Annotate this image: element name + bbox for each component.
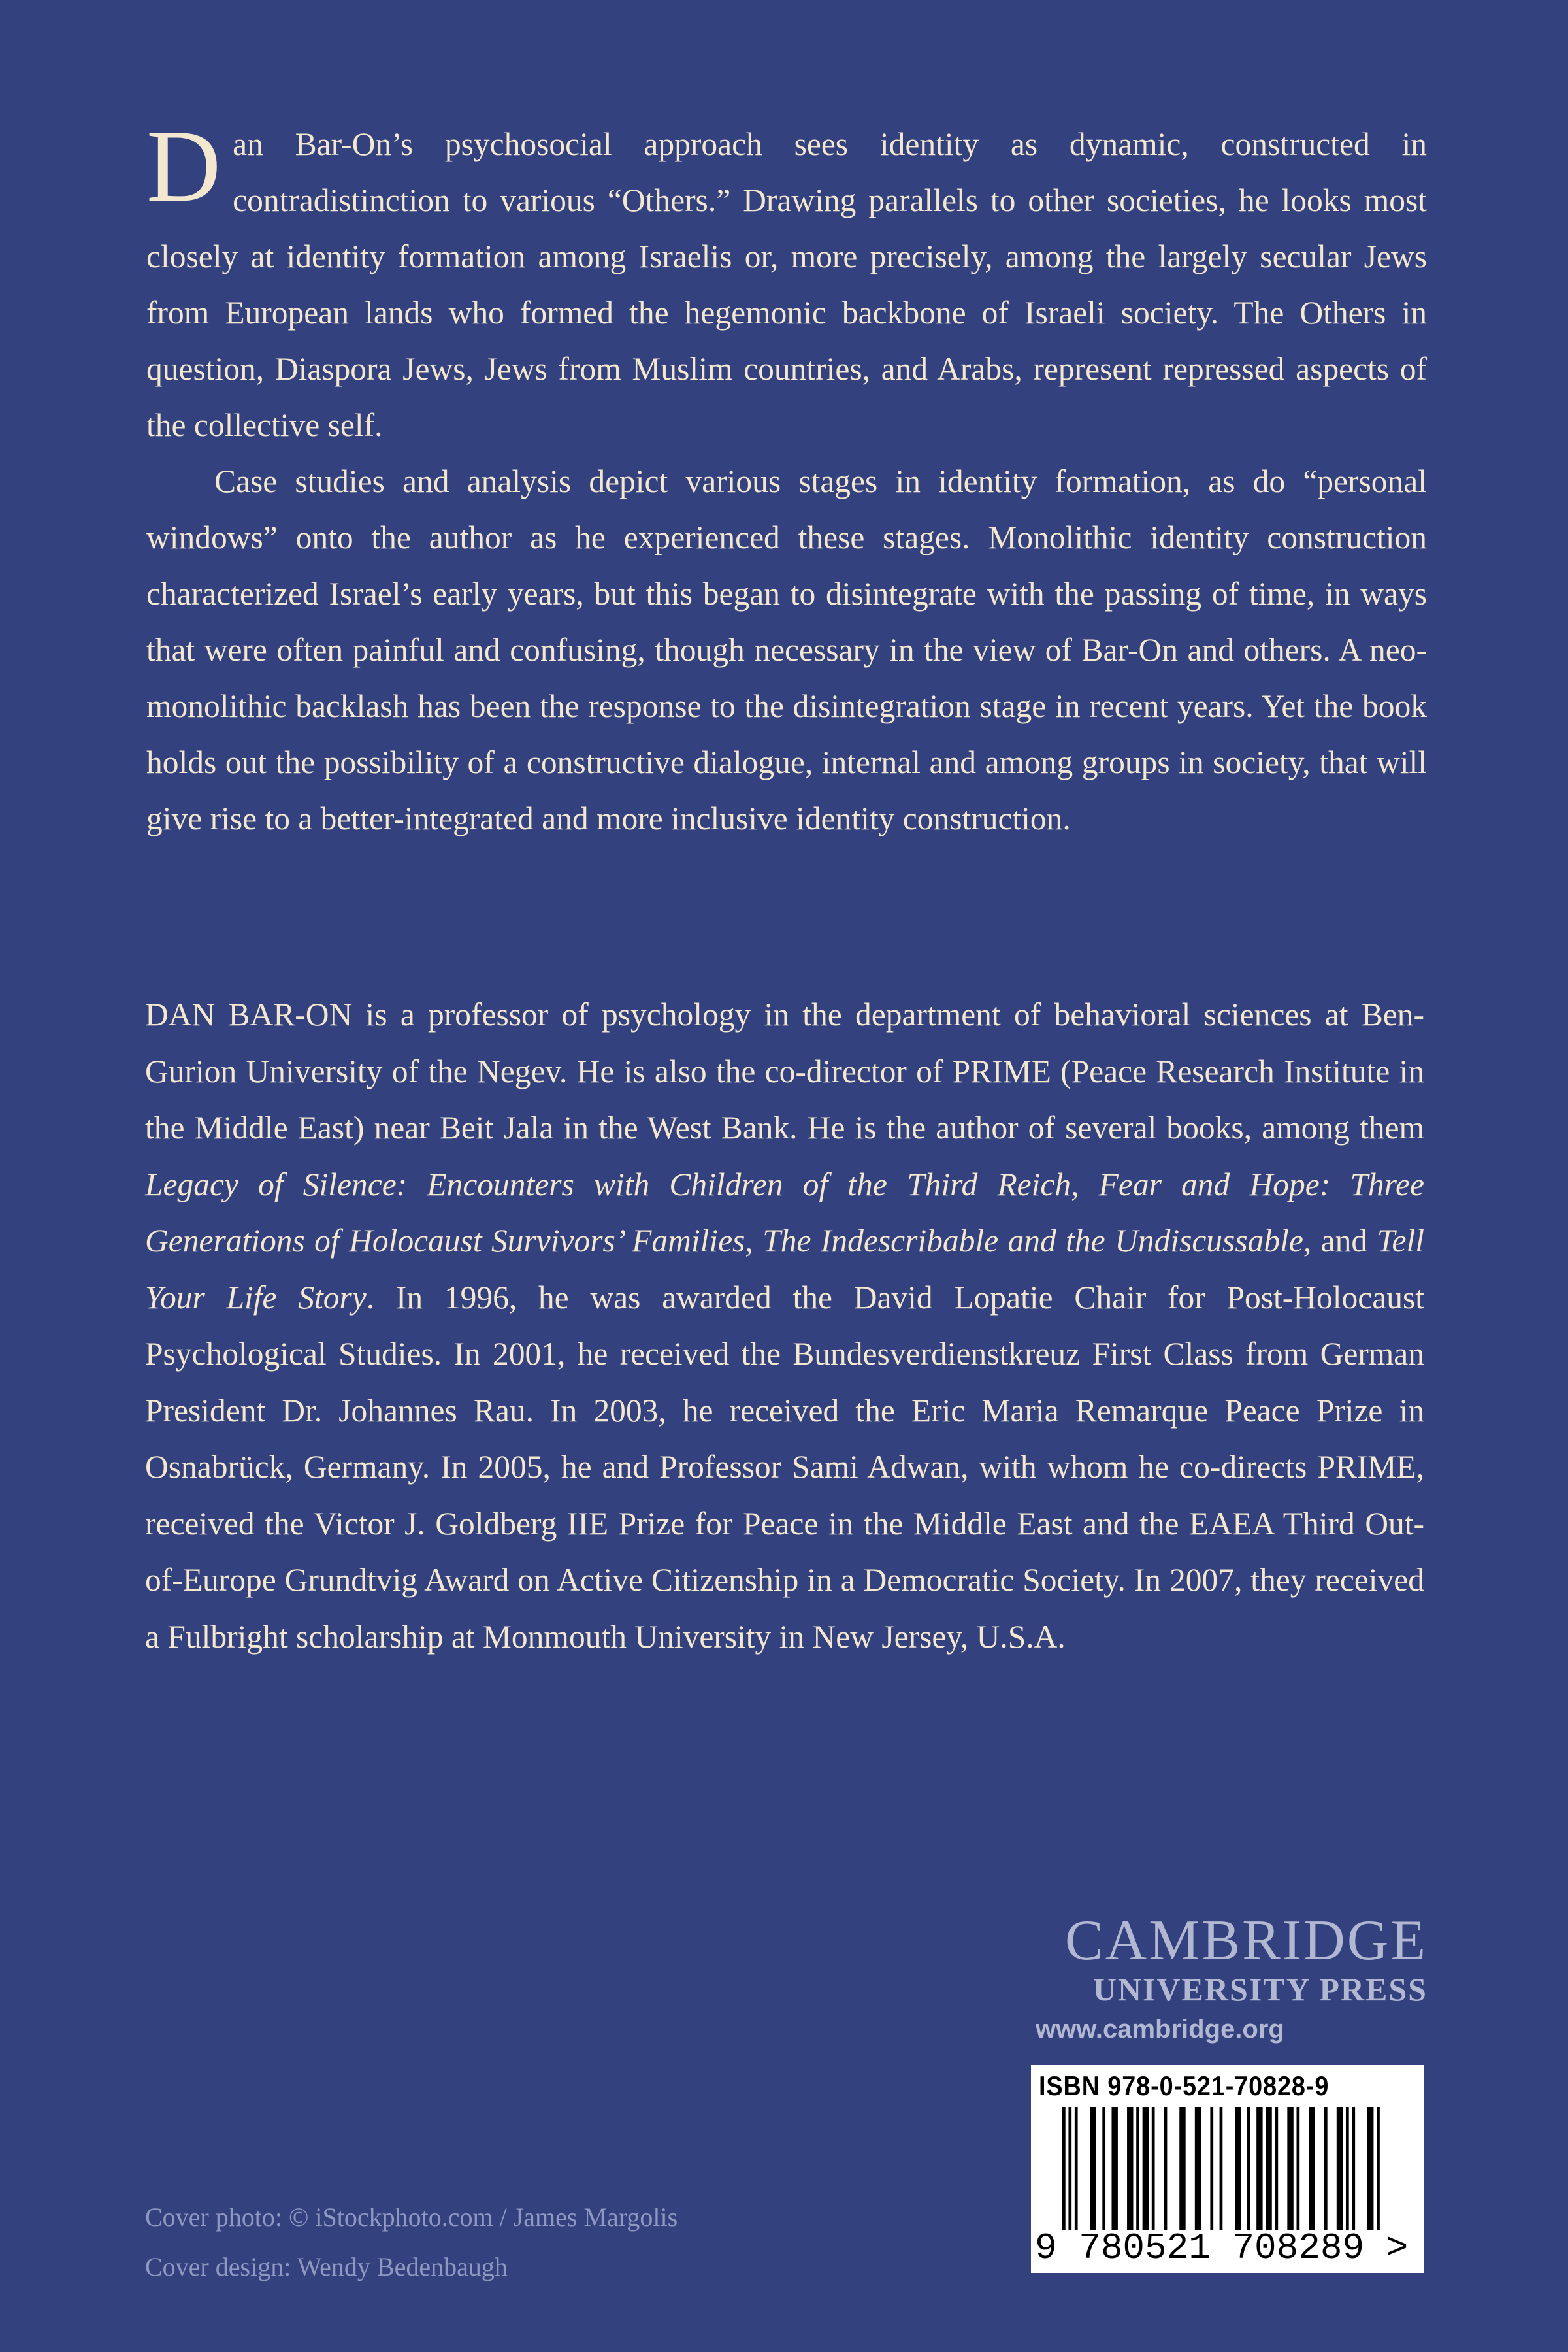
publisher-subname: UNIVERSITY PRESS xyxy=(1092,1971,1428,2008)
bio-text-1: DAN BAR-ON is a professor of psychology in the department of behavioral sciences at Ben-Gurion University of the Negev. He is also the co-director of PRIME (Peace Research Institute in the Middle East) near Beit Jala in the West Bank. He is the author of several books, among them xyxy=(145,997,1424,1146)
author-bio-paragraph xyxy=(145,987,1424,1665)
drop-cap: D xyxy=(146,109,221,224)
book-title-indescribable: The Indescribable and the Undiscussable xyxy=(762,1223,1303,1259)
cover-photo-credit: Cover photo: © iStockphoto.com / James Margolis xyxy=(145,2202,678,2232)
isbn-label: ISBN 978-0-521-70828-9 xyxy=(1039,2070,1330,2101)
cover-credits xyxy=(145,2193,678,2292)
cover-design-credit: Cover design: Wendy Bedenbaugh xyxy=(145,2252,508,2281)
isbn-barcode xyxy=(1031,2065,1424,2273)
book-title-legacy-of-silence: Legacy of Silence: Encounters with Children of the Third Reich xyxy=(145,1166,1071,1202)
bio-text-2: . In 1996, he was awarded the David Lopatie Chair for Post-Holocaust Psychological Studies. In 2001, he received the Bundesverdienstkreuz First Class from German President Dr. Johannes Rau. In 2003, he received the Eric Maria Remarque Peace Prize in Osnabrück, Germany. In 2005, he and Professor Sami Adwan, with whom he co-directs PRIME, received the Victor J. Goldberg IIE Prize for Peace in the Middle East and the EAEA Third Out-of-Europe Grundtvig Award on Active Citizenship in a Democratic Society. In 2007, they received a Fulbright scholarship at Monmouth University in New Jersey, U.S.A. xyxy=(145,1279,1424,1655)
publisher-logo xyxy=(1029,1909,1428,2050)
bio-separator-1: , xyxy=(1071,1166,1099,1202)
book-description xyxy=(146,109,1427,847)
bio-separator-2: , xyxy=(745,1223,763,1259)
barcode-digits: 9 780521 708289 > xyxy=(1035,2227,1409,2269)
description-paragraph-1 xyxy=(146,109,1427,454)
book-title-tell-your-life-story: Tell Your Life Story xyxy=(145,1223,1424,1316)
bio-separator-3: , and xyxy=(1303,1223,1377,1259)
description-paragraph-1-text: an Bar-On’s psychosocial approach sees identity as dynamic, constructed in contradistinction to various “Others.” Drawing parallels to other societies, he looks most closely at identity formation among Israelis or, more precisely, among the largely secular Jews from European lands who formed the hegemonic backbone of Israeli society. The Others in question, Diaspora Jews, Jews from Muslim countries, and Arabs, represent repressed aspects of the collective self. xyxy=(146,126,1427,443)
author-bio xyxy=(145,987,1424,1665)
publisher-name: CAMBRIDGE xyxy=(1064,1909,1428,1972)
publisher-url: www.cambridge.org xyxy=(1036,2015,1284,2044)
book-title-fear-and-hope: Fear and Hope: Three Generations of Holocaust Survivors’ Families xyxy=(145,1166,1424,1259)
description-paragraph-2: Case studies and analysis depict various stages in identity formation, as do “personal windows” onto the author as he experienced these stages. Monolithic identity construction characterized Israel’s early years, but this began to disintegrate with the passing of time, in ways that were often painful and confusing, though necessary in the view of Bar-On and others. A neo-monolithic backlash has been the response to the disintegration stage in recent years. Yet the book holds out the possibility of a constructive dialogue, internal and among groups in society, that will give rise to a better-integrated and more inclusive identity construction. xyxy=(146,463,1427,836)
